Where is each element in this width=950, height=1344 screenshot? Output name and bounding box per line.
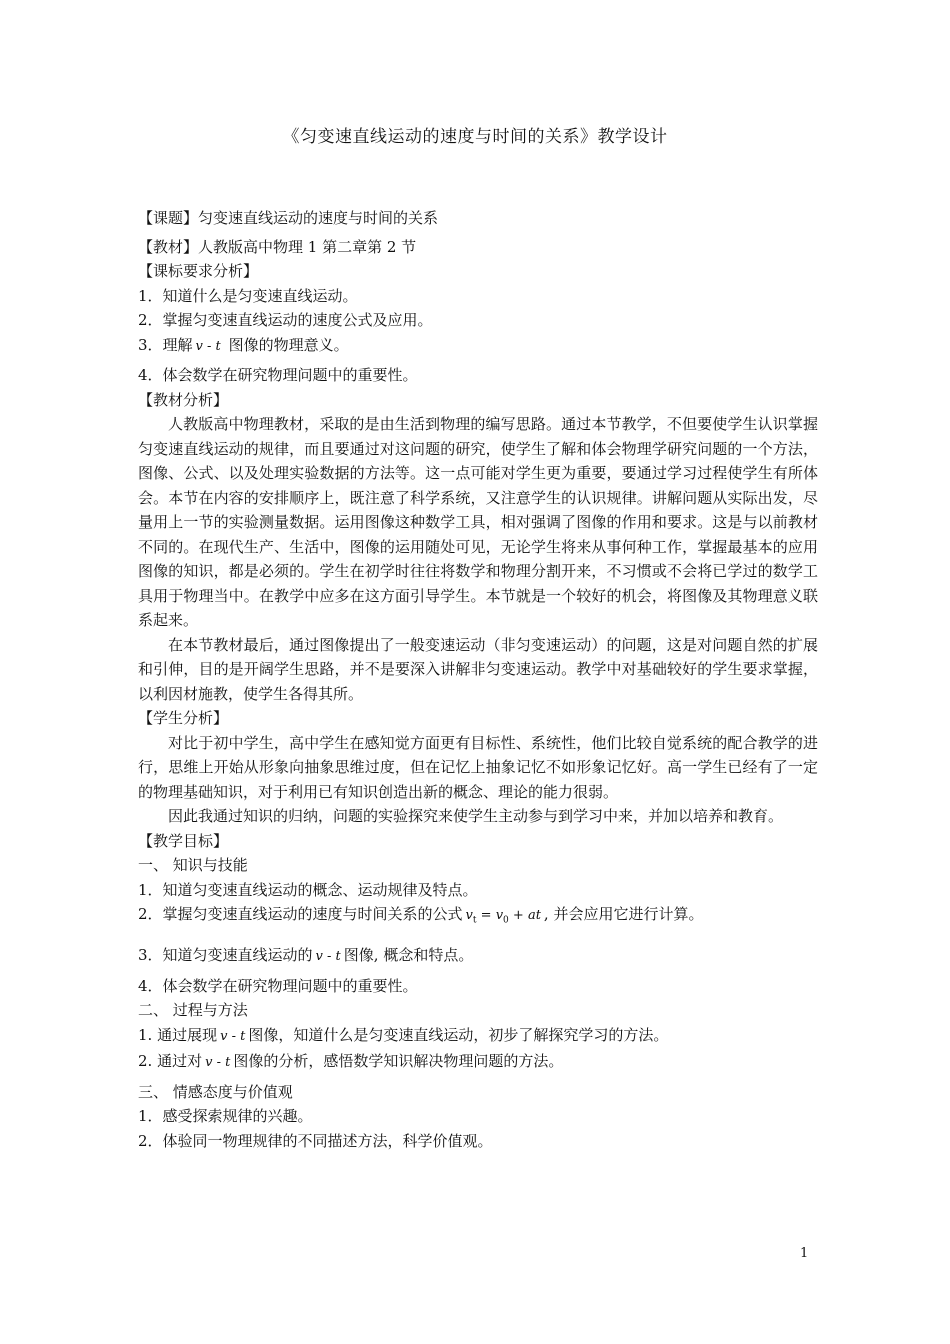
textbook-analysis-heading: 【教材分析】 [138, 390, 229, 409]
objective-text: 3．知道匀变速直线运动的 [138, 946, 313, 965]
objective-section-heading: 三、 情感态度与价值观 [138, 1082, 293, 1101]
objective-text: 图像，知道什么是匀变速直线运动，初步了解探究学习的方法。 [248, 1025, 669, 1044]
objective-text: 图像的分析，感悟数学知识解决物理问题的方法。 [233, 1052, 564, 1071]
objective-text: 1. 通过展现 [138, 1025, 218, 1044]
objective-item: 2．体验同一物理规律的不同描述方法，科学价值观。 [138, 1131, 493, 1150]
vt-formula: v - t [315, 949, 341, 965]
student-analysis-paragraph: 因此我通过知识的归纳，问题的实验探究来使学生主动参与到学习中来，并加以培养和教育。 [168, 807, 784, 825]
objective-item: 1．知道匀变速直线运动的概念、运动规律及特点。 [138, 880, 478, 899]
vt-formula: v - t [195, 338, 221, 354]
objectives-heading: 【教学目标】 [138, 831, 229, 850]
requirement-item: 1．知道什么是匀变速直线运动。 [138, 286, 358, 305]
objective-section-heading: 一、 知识与技能 [138, 856, 248, 874]
requirement-item: 4．体会数学在研究物理问题中的重要性。 [138, 366, 418, 384]
objective-text: 2．掌握匀变速直线运动的速度与时间关系的公式 [138, 905, 463, 923]
objective-item [138, 1023, 818, 1050]
objective-text: 2. 通过对 [138, 1052, 203, 1071]
objective-item: 4．体会数学在研究物理问题中的重要性。 [138, 976, 418, 995]
textbook-line: 【教材】人教版高中物理 1 第二章第 2 节 [138, 237, 417, 256]
student-analysis-heading: 【学生分析】 [138, 709, 229, 727]
objective-item [138, 902, 818, 933]
page-number: 1 [800, 1246, 809, 1261]
vt-formula: v - t [220, 1028, 246, 1044]
requirement-item [138, 333, 818, 360]
requirement-item: 2．掌握匀变速直线运动的速度公式及应用。 [138, 311, 433, 329]
objective-item [138, 1049, 818, 1076]
objective-item [138, 943, 818, 970]
objective-section-heading: 二、 过程与方法 [138, 1001, 248, 1020]
vt-formula: v - t [205, 1055, 231, 1071]
requirement-text: 3．理解 [138, 335, 193, 354]
objective-item: 1．感受探索规律的兴趣。 [138, 1107, 313, 1126]
topic-line: 【课题】匀变速直线运动的速度与时间的关系 [138, 209, 439, 227]
document-body [138, 206, 818, 1153]
objective-text: , 并会应用它进行计算。 [543, 905, 704, 923]
document-title: 《匀变速直线运动的速度与时间的关系》教学设计 [282, 127, 668, 147]
student-analysis-paragraph: 对比于初中学生，高中学生在感知觉方面更有目标性、系统性，他们比较自觉系统的配合教学的进行，思维上开始从形象向抽象思维过度，但在记忆上抽象记忆不如形象记忆好。高一学生已经有了一定的物理基础知识，对于利用已有知识创造出新的概念、理论的能力很弱。 [138, 733, 818, 801]
requirements-heading: 【课标要求分析】 [138, 262, 259, 280]
velocity-formula: $v_t = v_0$ + at [465, 908, 541, 926]
objective-text: 图像, 概念和特点。 [343, 946, 474, 965]
textbook-analysis-paragraph: 人教版高中物理教材，采取的是由生活到物理的编写思路。通过本节教学，不但要使学生认识掌握匀变速直线运动的规律，而且要通过对这问题的研究，使学生了解和体会物理学研究问题的一个方法，图像、公式、以及处理实验数据的方法等。这一点可能对学生更为重要，要通过学习过程使学生有所体会。本节在内容的安排顺序上，既注意了科学系统，又注意学生的认识规律。讲解问题从实际出发，尽量用上一节的实验测量数据。运用图像这种数学工具，相对强调了图像的作用和要求。这是与以前教材不同的。在现代生产、生活中，图像的运用随处可见，无论学生将来从事何种工作，掌握最基本的应用图像的知识，都是必须的。学生在初学时往往将数学和物理分割开来，不习惯或不会将已学过的数学工具用于物理当中。在教学中应多在这方面引导学生。本节就是一个较好的机会，将图像及其物理意义联系起来。 [138, 415, 818, 629]
requirement-text: 图像的物理意义。 [228, 335, 349, 354]
textbook-analysis-paragraph: 在本节教材最后，通过图像提出了一般变速运动（非匀变速运动）的问题，这是对问题自然的扩展和引伸，目的是开阔学生思路，并不是要深入讲解非匀变速运动。教学中对基础较好的学生要求掌握，以利因材施教，使学生各得其所。 [138, 635, 818, 703]
